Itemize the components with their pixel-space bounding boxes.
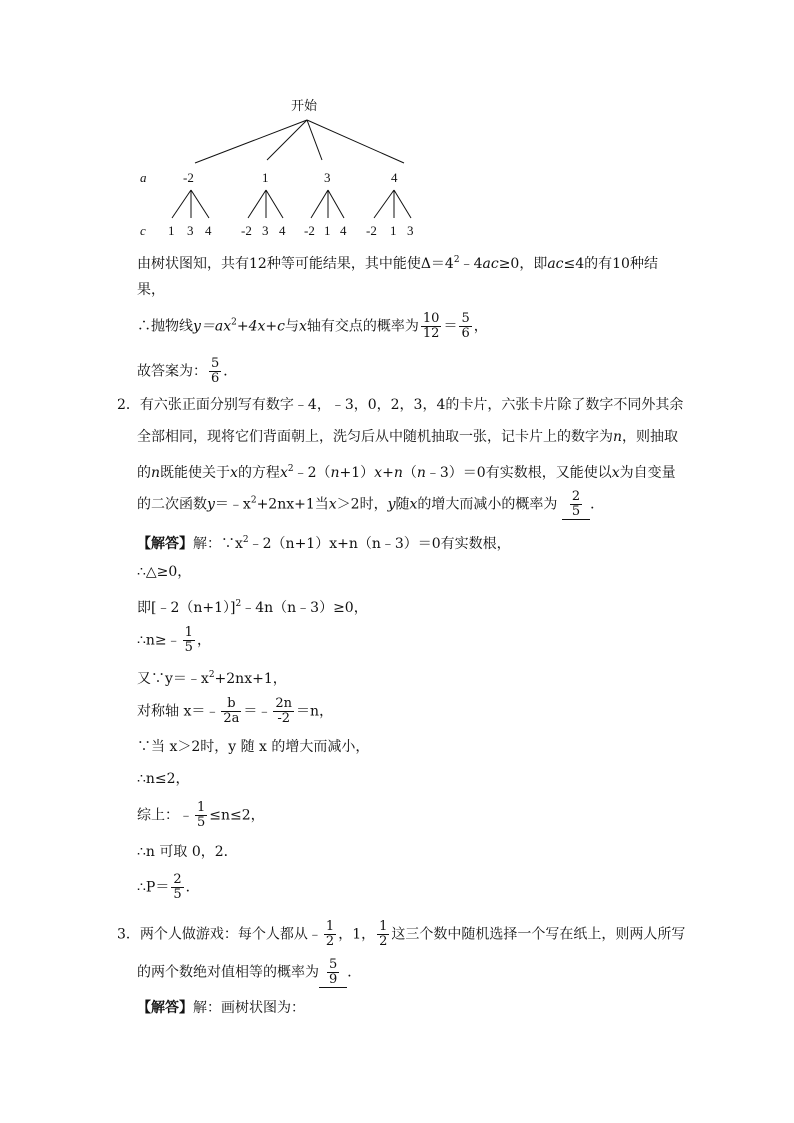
answer-blank [319, 958, 347, 988]
solution-tag: 【解答】 [137, 1000, 193, 1016]
solution-2-step-4: ∴n≥﹣ $\frac{1}{5}$ ， [137, 625, 211, 655]
tree-c-node: 3 [262, 223, 269, 238]
solution-2-step-10: ∴n 可取 0，2． [137, 844, 238, 860]
tree-c-node: 1 [168, 223, 175, 238]
fraction: $\frac{1}{5}$ [197, 800, 206, 830]
fraction: $\frac{2}{5}$ [571, 489, 581, 519]
tree-c-node: 3 [187, 223, 194, 238]
question-number: 3． [117, 926, 140, 943]
solution-1-line-1: 由树状图知，共有12种等可能结果，其中能使$\Delta=4^2﹣4ac\ge 0$，即ac≤4的有10种结 [137, 255, 658, 272]
fraction: $\frac{1}{2}$ [325, 919, 335, 949]
fraction: $\frac{5}{6}$ [211, 356, 220, 386]
tree-a-node: 1 [262, 170, 269, 185]
answer-blank [562, 490, 590, 520]
tree-c-node: -2 [241, 223, 252, 238]
question-3-line-2: 的两个数绝对值相等的概率为 $\frac{5}{9}$ ． [137, 957, 362, 987]
solution-2-step-11: ∴P＝ $\frac{2}{5}$ ． [137, 872, 200, 902]
solution-2-step-2: ∴△≥0， [137, 564, 192, 580]
tree-c-node: 4 [279, 223, 286, 238]
tree-branches [172, 120, 411, 218]
question-3-solution: 【解答】解：画树状图为： [137, 1000, 305, 1016]
tree-c-node: 4 [340, 223, 347, 238]
fraction: $\frac{2}{5}$ [173, 872, 182, 902]
solution-tag: 【解答】 [137, 536, 193, 552]
tree-row-c-label: c [140, 223, 146, 238]
tree-diagram [0, 0, 794, 250]
fraction: $\frac{10}{12}$ [422, 311, 440, 341]
tree-row-a-label: a [140, 170, 147, 185]
fraction: $\frac{1}{5}$ [184, 625, 193, 655]
question-2-line-3: 的n既能使关于x的方程$x^2﹣2(n+1)x+n(n﹣3)=0$有实数根，又能使以x为自变量 [137, 464, 676, 481]
solution-2-step-8: ∴n≤2， [137, 771, 190, 787]
solution-2-step-1: 【解答】解：$\because x^2﹣2(n+1)x+n(n﹣3)=0$有实数根， [137, 535, 511, 552]
fraction: $\frac{5}{6}$ [461, 311, 470, 341]
tree-c-node: 3 [407, 223, 414, 238]
solution-2-step-9: 综上：﹣ $\frac{1}{5}$ ≤n≤2， [137, 800, 265, 830]
tree-c-node: -2 [304, 223, 315, 238]
tree-c-node: -2 [366, 223, 377, 238]
solution-1-line-3: ∴抛物线$y=ax^2+4x+c$与x轴有交点的概率为 $\frac{10}{12}$ ＝ $\frac{5}{6}$ ， [137, 311, 488, 341]
tree-c-node: 4 [205, 223, 212, 238]
solution-1-line-2: 果， [137, 282, 165, 298]
fraction: $\frac{1}{2}$ [379, 919, 388, 949]
solution-1-answer: 故答案为： $\frac{5}{6}$ ． [137, 356, 238, 386]
solution-2-step-6: 对称轴 x＝﹣ $\frac{b}{2a}$ ＝﹣ $\frac{2n}{-2}$ ＝n， [137, 696, 334, 726]
tree-c-node: 1 [324, 223, 331, 238]
tree-a-node: -2 [183, 170, 194, 185]
tree-a-node: 4 [391, 170, 398, 185]
solution-2-step-3: 即[﹣2（n+1）]$^2$﹣4n（n﹣3）≥0， [137, 599, 368, 616]
question-number: 2． [117, 397, 140, 413]
tree-c-node: 1 [390, 223, 397, 238]
fraction: $\frac{b}{2a}$ [223, 696, 240, 726]
question-2-line-4: 的二次函数$y=﹣x^2+2nx+1$当x＞2时，y随x的增大而减小的概率为 $\frac{2}{5}$ ． [137, 489, 605, 519]
fraction: $\frac{2n}{-2}$ [275, 696, 293, 726]
question-2-line-1: 2．有六张正面分别写有数字﹣4，﹣3，0，2，3，4的卡片，六张卡片除了数字不同外其余 [117, 397, 684, 413]
question-3-line-1: 3．两个人做游戏：每个人都从﹣ $\frac{1}{2}$ ，1， $\frac{1}{2}$ 这三个数中随机选择一个写在纸上，则两人所写 [117, 919, 686, 949]
question-2-line-2: 全部相同，现将它们背面朝上，洗匀后从中随机抽取一张，记卡片上的数字为n，则抽取 [137, 429, 679, 445]
solution-2-step-5: 又$\because y=﹣x^2+2nx+1$， [137, 670, 287, 687]
tree-root: 开始 [291, 99, 318, 114]
fraction: $\frac{5}{9}$ [329, 957, 338, 987]
tree-a-node: 3 [324, 170, 331, 185]
solution-2-step-7: ∵当 x＞2时，y 随 x 的增大而减小， [137, 739, 370, 755]
